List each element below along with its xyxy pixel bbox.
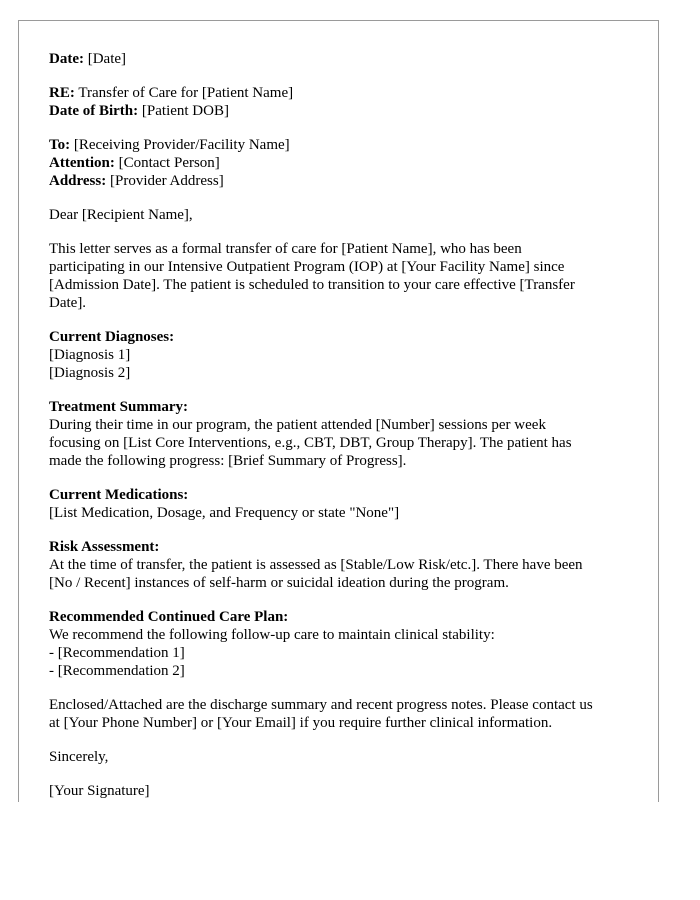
- treatment-line: focusing on [List Core Interventions, e.g., CBT, DBT, Group Therapy]. The patient has: [49, 435, 572, 451]
- intro-line: Date].: [49, 295, 87, 311]
- intro-paragraph: [49, 240, 639, 312]
- re-block: [49, 84, 639, 120]
- care-plan-line: - [Recommendation 1]: [49, 645, 185, 661]
- signoff-block: [49, 748, 639, 766]
- re-line: [49, 84, 639, 102]
- medications-section: [49, 486, 639, 522]
- diagnosis-item: [Diagnosis 2]: [49, 365, 131, 381]
- date-label: Date:: [49, 51, 84, 67]
- address-line: [49, 172, 639, 190]
- date-block: [49, 50, 639, 68]
- treatment-line: made the following progress: [Brief Summary of Progress].: [49, 453, 407, 469]
- diagnosis-item: [Diagnosis 1]: [49, 347, 131, 363]
- attention-label: Attention:: [49, 155, 115, 171]
- attention-line: [49, 154, 639, 172]
- risk-line: At the time of transfer, the patient is assessed as [Stable/Low Risk/etc.]. There have been: [49, 557, 583, 573]
- salutation: Dear [Recipient Name],: [49, 207, 193, 223]
- risk-line: [No / Recent] instances of self-harm or suicidal ideation during the program.: [49, 575, 509, 591]
- diagnoses-section: [49, 328, 639, 382]
- intro-line: [Admission Date]. The patient is scheduled to transition to your care effective [Transfer: [49, 277, 575, 293]
- address-label: Address:: [49, 173, 107, 189]
- re-label: RE:: [49, 85, 75, 101]
- dob-line: [49, 102, 639, 120]
- letter-content: [49, 50, 639, 802]
- re-value: Transfer of Care for [Patient Name]: [74, 85, 294, 101]
- care-plan-heading: Recommended Continued Care Plan:: [49, 609, 289, 625]
- closing-line: Enclosed/Attached are the discharge summary and recent progress notes. Please contact us: [49, 697, 593, 713]
- medications-heading: Current Medications:: [49, 487, 189, 503]
- medications-line: [List Medication, Dosage, and Frequency or state "None"]: [49, 505, 400, 521]
- to-line: [49, 136, 639, 154]
- treatment-heading: Treatment Summary:: [49, 399, 188, 415]
- recipient-block: [49, 136, 639, 190]
- address-value: [Provider Address]: [106, 173, 224, 189]
- attention-value: [Contact Person]: [114, 155, 220, 171]
- letter-page: [18, 20, 659, 802]
- salutation-block: [49, 206, 639, 224]
- intro-line: participating in our Intensive Outpatient Program (IOP) at [Your Facility Name] since: [49, 259, 565, 275]
- closing-line: at [Your Phone Number] or [Your Email] if you require further clinical information.: [49, 715, 553, 731]
- signature-block: [49, 782, 639, 800]
- date-line: [49, 50, 639, 68]
- risk-section: [49, 538, 639, 592]
- signoff: Sincerely,: [49, 749, 109, 765]
- intro-line: This letter serves as a formal transfer of care for [Patient Name], who has been: [49, 241, 522, 257]
- risk-heading: Risk Assessment:: [49, 539, 160, 555]
- to-value: [Receiving Provider/Facility Name]: [70, 137, 290, 153]
- dob-label: Date of Birth:: [49, 103, 139, 119]
- care-plan-section: [49, 608, 639, 680]
- signature: [Your Signature]: [49, 783, 150, 799]
- treatment-line: During their time in our program, the patient attended [Number] sessions per week: [49, 417, 546, 433]
- diagnoses-heading: Current Diagnoses:: [49, 329, 175, 345]
- to-label: To:: [49, 137, 71, 153]
- care-plan-line: We recommend the following follow-up care to maintain clinical stability:: [49, 627, 495, 643]
- treatment-section: [49, 398, 639, 470]
- dob-value: [Patient DOB]: [138, 103, 229, 119]
- care-plan-line: - [Recommendation 2]: [49, 663, 185, 679]
- closing-paragraph: [49, 696, 639, 732]
- date-value: [Date]: [83, 51, 127, 67]
